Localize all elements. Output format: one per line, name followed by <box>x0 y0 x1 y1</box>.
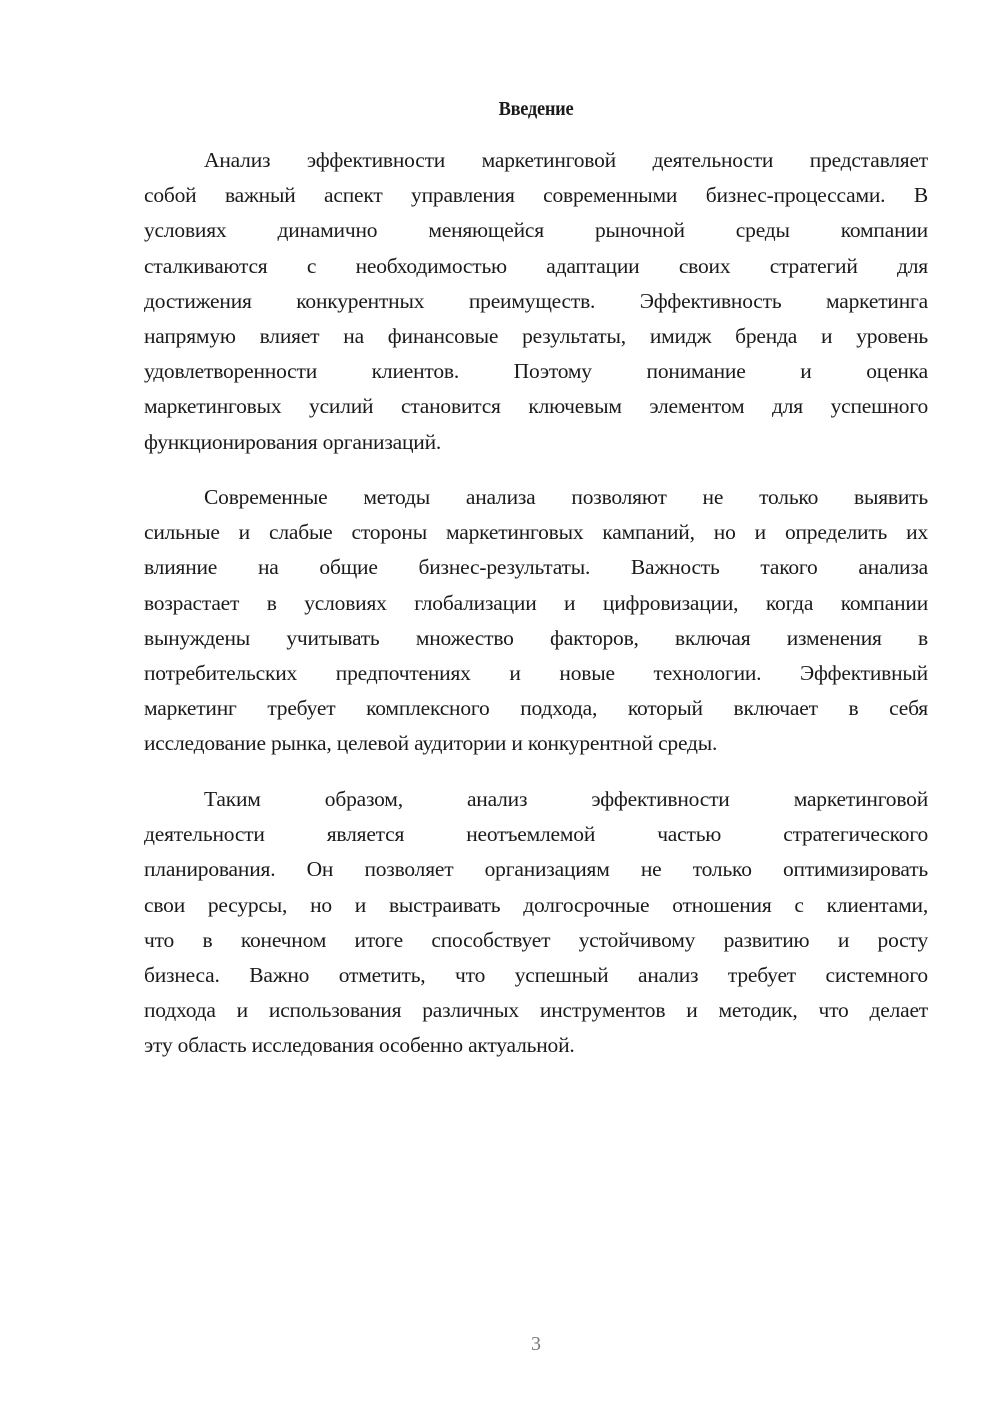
text-line: достижения конкурентных преимуществ. Эффективность маркетинга <box>144 288 928 313</box>
text-line: сильные и слабые стороны маркетинговых кампаний, но и определить их <box>144 520 928 545</box>
text-line: возрастает в условиях глобализации и цифровизации, когда компании <box>144 590 928 615</box>
text-line: подхода и использования различных инструментов и методик, что делает <box>144 998 928 1023</box>
text-line: деятельности является неотъемлемой частью стратегического <box>144 822 928 847</box>
text-line: маркетинг требует комплексного подхода, который включает в себя <box>144 696 928 721</box>
text-line: потребительских предпочтениях и новые технологии. Эффективный <box>144 660 928 685</box>
text-line: влияние на общие бизнес-результаты. Важность такого анализа <box>144 555 928 580</box>
text-line: сталкиваются с необходимостью адаптации своих стратегий для <box>144 253 928 278</box>
paragraph-intro <box>144 143 928 460</box>
text-line: вынуждены учитывать множество факторов, включая изменения в <box>144 625 928 650</box>
text-line: Таким образом, анализ эффективности маркетинговой <box>204 787 928 811</box>
text-line: функционирования организаций. <box>144 429 442 454</box>
text-line: Анализ эффективности маркетинговой деятельности представляет <box>204 148 928 172</box>
text-line: условиях динамично меняющейся рыночной среды компании <box>144 218 928 243</box>
text-line: маркетинговых усилий становится ключевым элементом для успешного <box>144 394 928 419</box>
text-line: бизнеса. Важно отметить, что успешный анализ требует системного <box>144 962 928 987</box>
paragraph-conclusion <box>144 782 928 1064</box>
text-line: свои ресурсы, но и выстраивать долгосрочные отношения с клиентами, <box>144 892 928 917</box>
section-heading: Введение <box>498 98 574 120</box>
text-line: удовлетворенности клиентов. Поэтому понимание и оценка <box>144 359 928 384</box>
text-line: Современные методы анализа позволяют не только выявить <box>204 485 928 509</box>
paragraph-methods <box>144 480 928 762</box>
text-line: исследование рынка, целевой аудитории и конкурентной среды. <box>144 731 718 756</box>
text-line: что в конечном итоге способствует устойчивому развитию и росту <box>144 927 928 952</box>
text-line: планирования. Он позволяет организациям не только оптимизировать <box>144 857 928 882</box>
text-line: собой важный аспект управления современными бизнес-процессами. В <box>144 183 928 208</box>
text-line: напрямую влияет на финансовые результаты, имидж бренда и уровень <box>144 323 928 348</box>
text-line: эту область исследования особенно актуальной. <box>144 1033 575 1058</box>
page-number: 3 <box>531 1333 541 1355</box>
